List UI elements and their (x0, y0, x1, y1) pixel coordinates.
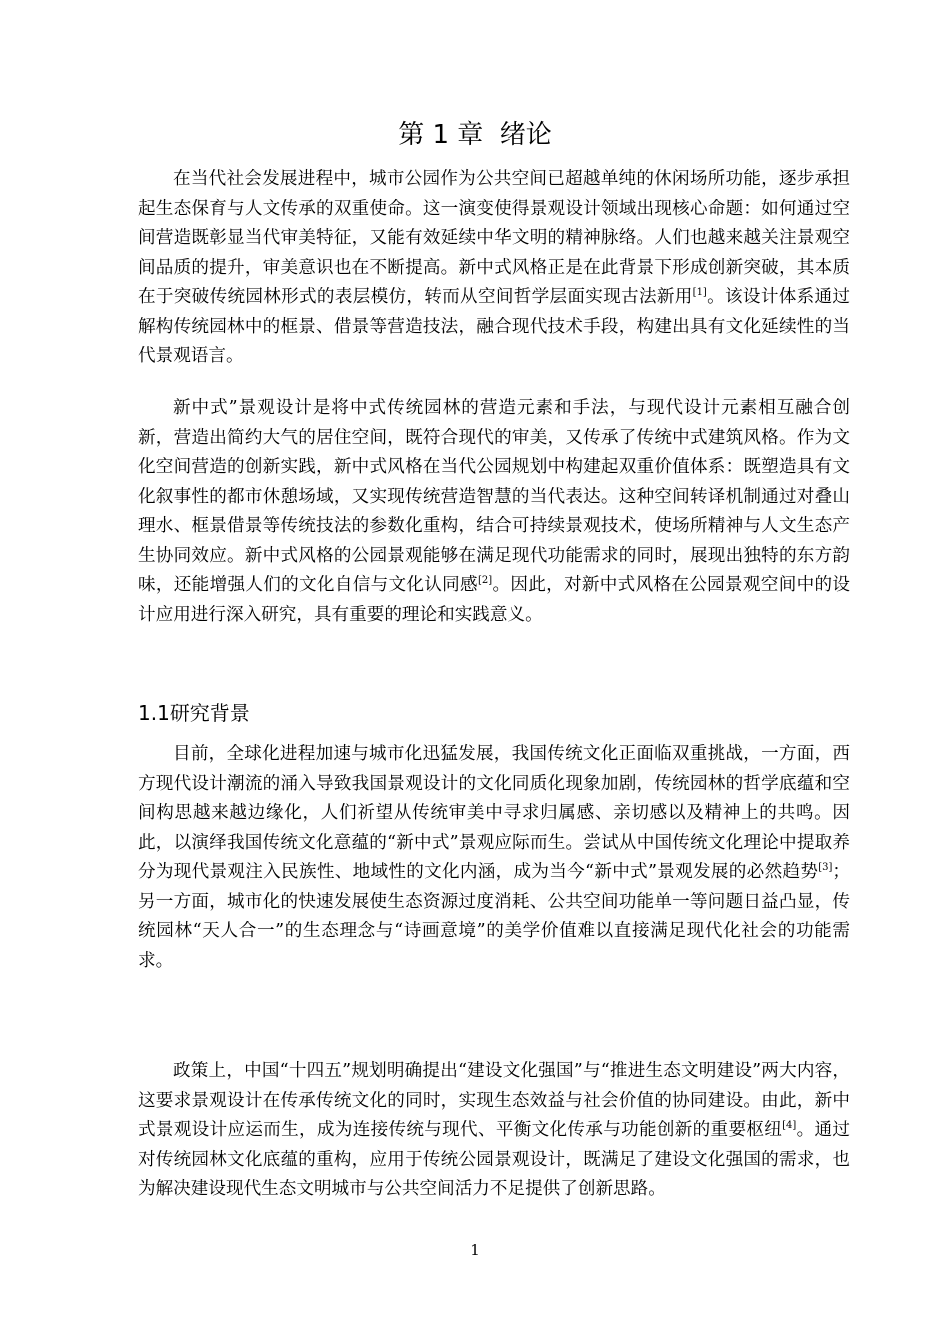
chapter-name: 绪论 (499, 120, 552, 150)
chapter-number: 第 1 章 (398, 120, 484, 150)
paragraph-text: 目前，全球化进程加速与城市化迅猛发展，我国传统文化正面临双重挑战，一方面，西方现代设计潮流的涌入导致我国景观设计的文化同质化现象加剧，传统园林的哲学底蕴和空间构思越来越边缘化，人们祈望从传统审美中寻求归属感、亲切感以及精神上的共鸣。因此，以演绎我国传统文化意蕴的“新中式”景观应际而生。尝试从中国传统文化理论中提取养分为现代景观注入民族性、地域性的文化内涵，成为当今“新中式”景观发展的必然趋势 (138, 744, 850, 882)
intro-paragraph-1 (138, 165, 850, 372)
paragraph-text: 政策上，中国“十四五”规划明确提出“建设文化强国”与“推进生态文明建设”两大内容，这要求景观设计在传承传统文化的同时，实现生态效益与社会价值的协同建设。由此，新中式景观设计应运而生，成为连接传统与现代、平衡文化传承与功能创新的重要枢纽 (138, 1061, 850, 1140)
citation-ref: [2] (477, 575, 493, 586)
page-number: 1 (470, 1241, 480, 1259)
paragraph-text: 在当代社会发展进程中，城市公园作为公共空间已超越单纯的休闲场所功能，逐步承担起生态保育与人文传承的双重使命。这一演变使得景观设计领域出现核心命题：如何通过空间营造既彰显当代审美特征，又能有效延续中华文明的精神脉络。人们也越来越关注景观空间品质的提升，审美意识也在不断提高。新中式风格正是在此背景下形成创新突破，其本质在于突破传统园林形式的表层模仿，转而从空间哲学层面实现古法新用 (138, 169, 850, 307)
background-paragraph-1 (138, 740, 850, 976)
paragraph-text: 新中式”景观设计是将中式传统园林的营造元素和手法，与现代设计元素相互融合创新，营造出简约大气的居住空间，既符合现代的审美，又传承了传统中式建筑风格。作为文化空间营造的创新实践，新中式风格在当代公园规划中构建起双重价值体系：既塑造具有文化叙事性的都市休憩场域，又实现传统营造智慧的当代表达。这种空间转译机制通过对叠山理水、框景借景等传统技法的参数化重构，结合可持续景观技术，使场所精神与人文生态产生协同效应。新中式风格的公园景观能够在满足现代功能需求的同时，展现出独特的东方韵味，还能增强人们的文化自信与文化认同感 (138, 398, 850, 595)
section-title: 研究背景 (169, 701, 250, 725)
intro-paragraph-2 (138, 394, 850, 630)
citation-ref: [3] (818, 862, 833, 873)
paragraph-text: 。该设计体系通过解构传统园林中的框景、借景等营造技法，融合现代技术手段，构建出具有文化延续性的当代景观语言。 (138, 287, 850, 366)
chapter-title (0, 118, 950, 152)
paragraph-text: 。因此，对新中式风格在公园景观空间中的设计应用进行深入研究，具有重要的理论和实践意义。 (138, 575, 850, 625)
section-number: 1.1 (138, 701, 170, 725)
paragraph-text: 。通过对传统园林文化底蕴的重构，应用于传统公园景观设计，既满足了建设文化强国的需求，也为解决建设现代生态文明城市与公共空间活力不足提供了创新思路。 (138, 1120, 850, 1199)
citation-ref: [1] (692, 287, 707, 298)
citation-ref: [4] (782, 1120, 797, 1131)
paragraph-text: ；另一方面，城市化的快速发展使生态资源过度消耗、公共空间功能单一等问题日益凸显，传统园林“天人合一”的生态理念与“诗画意境”的美学价值难以直接满足现代化社会的功能需求。 (138, 862, 850, 971)
background-paragraph-2 (138, 1057, 850, 1205)
section-heading (138, 699, 250, 727)
